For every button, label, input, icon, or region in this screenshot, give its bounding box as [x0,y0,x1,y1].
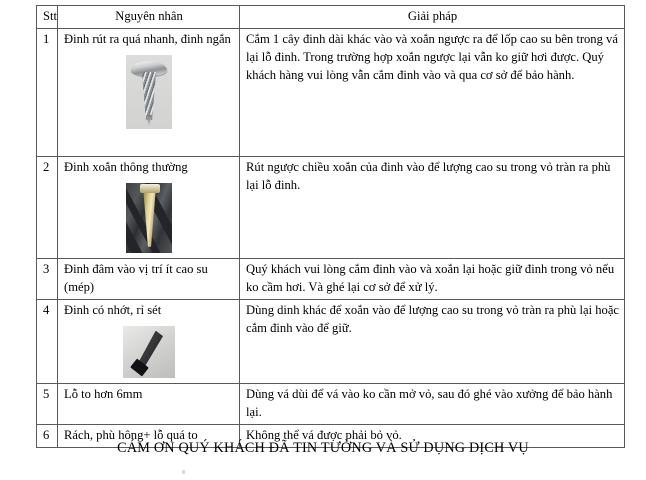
cause-text: Lỗ to hơn 6mm [64,386,143,401]
table-row [37,258,625,299]
screw-head-shape [140,184,160,193]
table-row [37,383,625,424]
cause-cell [58,28,240,156]
nail-rusted-photo [123,326,175,378]
cause-cell [58,258,240,299]
row-number-cell: 2 [37,156,58,258]
solution-cell [240,28,625,156]
row-number-cell: 4 [37,299,58,383]
solution-text: Cắm 1 cây đinh dài khác vào và xoắn ngược ra để lốp cao su bên trong vá lại lỗ đinh. Trong trường hợp xoắn ngược lại vẫn ko giữ hơi được. Quý khách hàng vui lòng vẫn cắm đinh vào và qua cơ sở để bảo hành. [246,31,618,82]
cause-cell [58,299,240,383]
solution-text: Dùng vá dùi để vá vào ko cần mở vỏ, sau đó ghé vào xưởng để bảo hành lại. [246,386,613,419]
cause-text: Đinh đâm vào vị trí ít cao su (mép) [64,261,208,294]
table-row [37,28,625,156]
cause-cell [58,156,240,258]
screw-chrome-photo [126,55,172,129]
row-number-cell: 5 [37,383,58,424]
cause-cell [58,383,240,424]
solution-cell [240,156,625,258]
solution-cell [240,299,625,383]
table-row [37,156,625,258]
cause-text: Đinh rút ra quá nhanh, đinh ngắn [64,31,231,46]
scan-artifact-mark [182,470,185,474]
table-row [37,299,625,383]
solution-text: Rút ngược chiều xoắn của đinh vào để lượng cao su trong vỏ tràn ra phù lại lỗ đinh. [246,159,611,192]
column-header-solution: Giải pháp [240,6,625,29]
cause-text: Đinh xoắn thông thường [64,159,188,174]
table-header-row [37,6,625,29]
column-header-stt: Stt [37,6,58,29]
tyre-defect-solution-table [36,5,625,448]
table-body [37,28,625,447]
row-number-cell: 6 [37,424,58,447]
screw-thread-shape [142,72,156,120]
row-number-cell: 1 [37,28,58,156]
solution-text: Quý khách vui lòng cắm đinh vào và xoắn lại hoặc giữ đinh trong vỏ nếu ko cầm hơi. Và ghé lại cơ sở để xử lý. [246,261,615,294]
solution-text: Không thể vá được phải bỏ vỏ. [246,427,402,442]
screw-tip-shape [146,115,152,126]
column-header-cause: Nguyên nhân [58,6,240,29]
screw-brass-in-tyre-photo [126,183,172,253]
solution-text: Dùng dinh khác để xoắn vào để lượng cao su trong vỏ tràn ra phù lại hoặc cắm đinh vào để giữ. [246,302,620,335]
cause-text: Đinh có nhớt, rỉ sét [64,302,162,317]
row-number-cell: 3 [37,258,58,299]
solution-cell [240,258,625,299]
cause-text: Rách, phù hông+ lỗ quá to [64,427,198,442]
table-header [37,6,625,29]
thank-you-footer-text: CÁM ƠN QUÝ KHÁCH ĐÃ TIN TƯỞNG VÀ SỬ DỤNG DỊCH VỤ [117,440,529,456]
solution-cell [240,383,625,424]
